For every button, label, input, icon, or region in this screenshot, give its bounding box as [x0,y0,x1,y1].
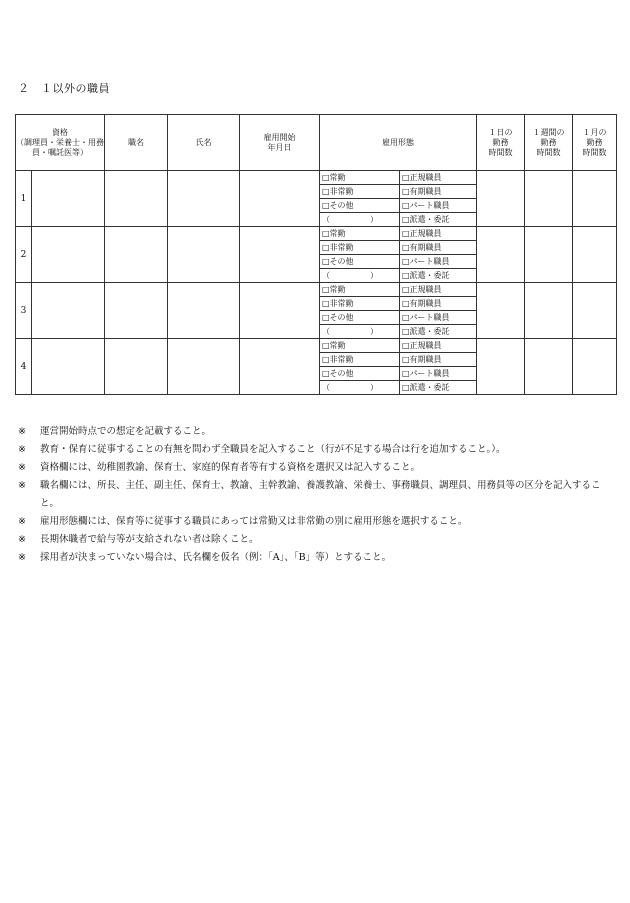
note-text: 雇用形態欄には、保育等に従事する職員にあっては常勤又は非常勤の別に雇用形態を選択すること。 [40,516,468,527]
employment-option-right[interactable]: □正規職員 [400,283,476,297]
note-mark: ※ [18,534,26,545]
start-date-cell[interactable] [240,339,320,395]
weekly-hours-cell[interactable] [525,339,573,395]
note-mark: ※ [18,516,26,527]
employment-option-left[interactable]: □非常勤 [320,297,400,311]
monthly-hours-cell[interactable] [573,339,617,395]
employment-option-right[interactable]: □パート職員 [400,199,476,213]
employment-option-left[interactable]: □常勤 [320,339,400,353]
name-cell[interactable] [168,339,240,395]
table-header-row [16,115,617,171]
employment-option-right[interactable]: □パート職員 [400,367,476,381]
employment-type-cell[interactable] [320,227,477,283]
employment-option-left[interactable]: □非常勤 [320,185,400,199]
employment-option-left[interactable]: （ ） [320,213,400,226]
qualification-cell[interactable] [32,227,105,283]
header-job-title: 職名 [105,115,168,171]
row-number: 2 [16,227,32,283]
employment-option-left[interactable]: （ ） [320,325,400,338]
employment-option-right[interactable]: □パート職員 [400,255,476,269]
name-cell[interactable] [168,171,240,227]
weekly-hours-cell[interactable] [525,171,573,227]
monthly-hours-cell[interactable] [573,227,617,283]
employment-option-right[interactable]: □派遣・委託 [402,215,450,224]
job-title-cell[interactable] [105,171,168,227]
note-text: 採用者が決まっていない場合は、氏名欄を仮名（例：「A」、「B」等）とすること。 [40,552,392,563]
section-heading: ２ １以外の職員 [18,82,110,95]
employment-option-left[interactable]: □非常勤 [320,241,400,255]
header-name: 氏名 [168,115,240,171]
employment-type-cell[interactable] [320,339,477,395]
employment-option-right[interactable]: □有期職員 [400,353,476,367]
employment-option-left[interactable]: （ ） [320,269,400,282]
employment-option-left[interactable]: □常勤 [320,171,400,185]
table-row [16,283,617,339]
table-row [16,339,617,395]
employment-option-right[interactable]: □派遣・委託 [402,271,450,280]
note-text: 長期休職者で給与等が支給されない者は除くこと。 [40,534,259,545]
employment-option-right[interactable]: □有期職員 [400,297,476,311]
note-text: 資格欄には、幼稚園教諭、保育士、家庭的保育者等有する資格を選択又は記入すること。 [40,462,421,473]
qualification-cell[interactable] [32,339,105,395]
name-cell[interactable] [168,283,240,339]
daily-hours-cell[interactable] [477,283,525,339]
job-title-cell[interactable] [105,283,168,339]
row-number: 4 [16,339,32,395]
employment-option-left[interactable]: □常勤 [320,283,400,297]
note-item [18,459,618,477]
employment-option-left[interactable]: □常勤 [320,227,400,241]
table-row [16,171,617,227]
row-number: 3 [16,283,32,339]
employment-option-right[interactable]: □正規職員 [400,339,476,353]
employment-option-right[interactable]: □正規職員 [400,227,476,241]
employment-option-left[interactable]: □その他 [320,311,400,325]
employment-type-cell[interactable] [320,283,477,339]
qualification-cell[interactable] [32,171,105,227]
job-title-cell[interactable] [105,227,168,283]
note-mark: ※ [18,444,26,455]
employment-option-right[interactable]: □パート職員 [400,311,476,325]
name-cell[interactable] [168,227,240,283]
employment-option-right[interactable]: □正規職員 [400,171,476,185]
note-text: 教育・保育に従事することの有無を問わず全職員を記入すること（行が不足する場合は行を追加すること。）。 [40,444,506,455]
note-item [18,531,618,549]
note-item [18,549,618,567]
header-qualification: 資格 （調理員・栄養士・用務員・嘱託医等） [16,115,105,171]
table-row [16,227,617,283]
employment-option-left[interactable]: □非常勤 [320,353,400,367]
header-weekly-hours: １週間の 勤務 時間数 [525,115,573,171]
employment-type-cell[interactable] [320,171,477,227]
daily-hours-cell[interactable] [477,171,525,227]
note-text: 運営開始時点での想定を記載すること。 [40,426,212,437]
row-number: 1 [16,171,32,227]
start-date-cell[interactable] [240,227,320,283]
weekly-hours-cell[interactable] [525,227,573,283]
qualification-cell[interactable] [32,283,105,339]
employment-option-right[interactable]: □派遣・委託 [402,327,450,336]
note-mark: ※ [18,480,26,491]
header-employment-type: 雇用形態 [320,115,477,171]
employment-option-left[interactable]: □その他 [320,255,400,269]
daily-hours-cell[interactable] [477,227,525,283]
notes-list [18,423,618,567]
note-item [18,423,618,441]
job-title-cell[interactable] [105,339,168,395]
header-daily-hours: １日の 勤務 時間数 [477,115,525,171]
header-start-date: 雇用開始 年月日 [240,115,320,171]
note-mark: ※ [18,552,26,563]
daily-hours-cell[interactable] [477,339,525,395]
start-date-cell[interactable] [240,171,320,227]
monthly-hours-cell[interactable] [573,171,617,227]
note-item [18,513,618,531]
note-item [18,477,618,513]
staff-table [15,114,617,395]
weekly-hours-cell[interactable] [525,283,573,339]
employment-option-left[interactable]: □その他 [320,199,400,213]
employment-option-left[interactable]: （ ） [320,381,400,394]
employment-option-right[interactable]: □派遣・委託 [402,383,450,392]
employment-option-left[interactable]: □その他 [320,367,400,381]
note-mark: ※ [18,462,26,473]
employment-option-right[interactable]: □有期職員 [400,241,476,255]
header-monthly-hours: １月の 勤務 時間数 [573,115,617,171]
monthly-hours-cell[interactable] [573,283,617,339]
note-text: 職名欄には、所長、主任、副主任、保育士、教諭、主幹教諭、養護教諭、栄養士、事務職員、調理員、用務員等の区分を記入すること。 [40,480,601,509]
note-mark: ※ [18,426,26,437]
note-item [18,441,618,459]
start-date-cell[interactable] [240,283,320,339]
employment-option-right[interactable]: □有期職員 [400,185,476,199]
